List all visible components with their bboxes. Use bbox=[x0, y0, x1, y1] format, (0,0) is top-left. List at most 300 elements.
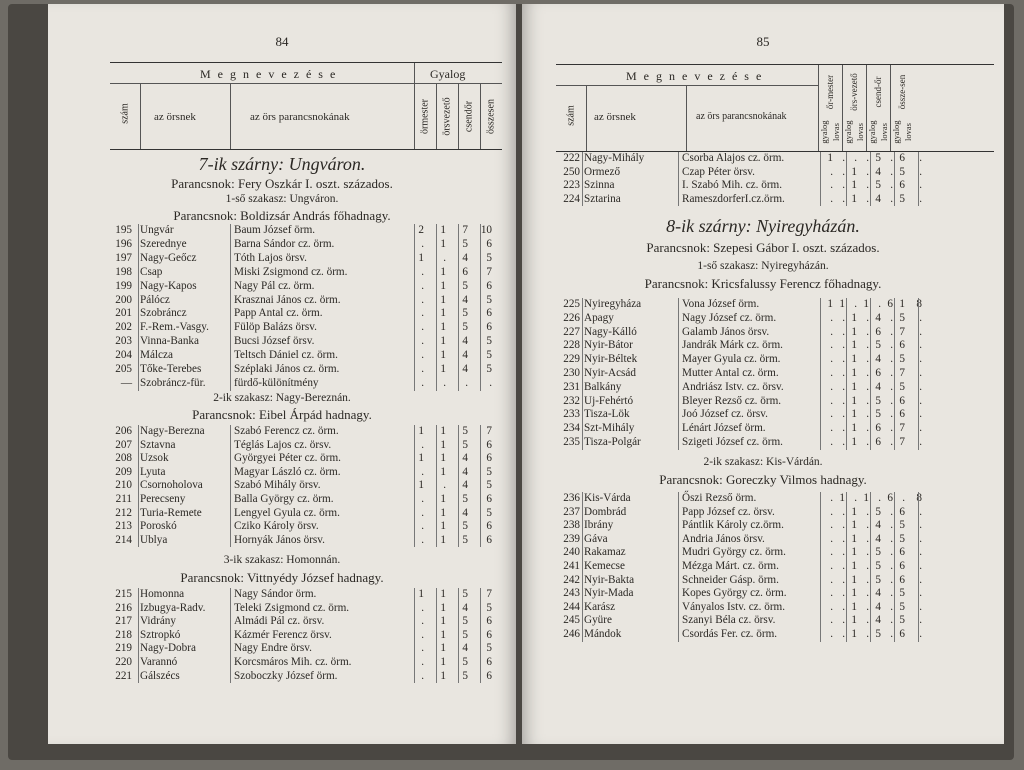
header-parancsnok-right: az örs parancsnokának bbox=[696, 111, 787, 122]
row-value-3: 1 bbox=[851, 367, 857, 379]
row-value-8: . bbox=[919, 353, 922, 366]
row-value-2: 1 bbox=[440, 438, 446, 451]
row-value-4: . bbox=[866, 422, 869, 435]
row-value-3: 1 bbox=[851, 353, 857, 366]
row-value-6: . bbox=[890, 614, 893, 627]
row-value-1: . bbox=[421, 349, 424, 362]
row-value-1: 1 bbox=[418, 588, 424, 600]
row-value-4: . bbox=[866, 600, 869, 613]
row-value-2: . bbox=[842, 353, 845, 366]
row-commander: Nagy Endre örsv. bbox=[234, 642, 312, 655]
row-value-4: . bbox=[866, 628, 869, 640]
row-value-4: 6 bbox=[486, 452, 492, 465]
row-commander: Krasznai János cz. örm. bbox=[234, 293, 341, 306]
row-station: Nagy-Dobra bbox=[140, 642, 196, 655]
row-value-2: 1 bbox=[440, 506, 446, 519]
row-num: 241 bbox=[563, 560, 580, 572]
row-value-1: 2 bbox=[418, 224, 424, 236]
row-commander: Galamb János örsv. bbox=[682, 325, 770, 338]
row-value-2: . bbox=[842, 560, 845, 572]
row-num: 219 bbox=[115, 642, 132, 655]
row-value-1: . bbox=[421, 237, 424, 250]
row-value-7: 6 bbox=[899, 628, 905, 640]
row-value-6: . bbox=[890, 560, 893, 572]
row-commander: Schneider Gásp. örm. bbox=[682, 573, 779, 586]
row-value-6: . bbox=[890, 587, 893, 600]
row-value-4: . bbox=[866, 532, 869, 545]
row-value-3: 4 bbox=[462, 293, 468, 306]
row-num: 218 bbox=[115, 628, 132, 641]
row-value-1: . bbox=[421, 520, 424, 533]
row-value-7: 5 bbox=[899, 192, 905, 205]
row-value-1: . bbox=[421, 533, 424, 546]
column-rule bbox=[846, 152, 847, 206]
row-value-6: . bbox=[890, 152, 893, 164]
row-value-2: . bbox=[842, 546, 845, 559]
row-value-1: . bbox=[830, 179, 833, 191]
column-rule bbox=[414, 588, 415, 683]
row-value-3: 4 bbox=[462, 642, 468, 655]
row-value-4: 6 bbox=[486, 669, 492, 682]
row-value-3: 4 bbox=[462, 479, 468, 492]
column-rule bbox=[678, 492, 679, 642]
row-value-2: 1 bbox=[440, 237, 446, 250]
row-commander: Mudri György cz. örm. bbox=[682, 546, 786, 559]
row-num: 246 bbox=[563, 628, 580, 640]
row-value-3: 5 bbox=[462, 279, 468, 292]
section-commander-8: Parancsnok: Szepesi Gábor I. oszt. százados. bbox=[646, 240, 880, 255]
row-commander: fürdő-különítmény bbox=[234, 376, 319, 389]
row-value-4: . bbox=[866, 505, 869, 518]
row-station: Nagy-Geőcz bbox=[140, 251, 197, 264]
row-value-4: 5 bbox=[486, 642, 492, 655]
row-value-8: . bbox=[919, 325, 922, 338]
row-value-1: . bbox=[830, 492, 833, 504]
row-value-2: 1 bbox=[440, 628, 446, 641]
row-value-5: 4 bbox=[875, 165, 881, 178]
row-num: 234 bbox=[563, 422, 580, 435]
row-value-3: 1 bbox=[851, 587, 857, 600]
header-col-2: gyalog bbox=[843, 120, 853, 144]
header-col-orsvezeto: örsvezető bbox=[441, 97, 453, 136]
column-rule bbox=[436, 224, 437, 391]
column-rule bbox=[436, 425, 437, 547]
row-value-2: 1 bbox=[440, 293, 446, 306]
row-value-1: . bbox=[830, 546, 833, 559]
row-value-1: . bbox=[421, 642, 424, 655]
subsection-3: 3-ik szakasz: Homonnán. bbox=[223, 554, 341, 566]
row-value-8: . bbox=[919, 505, 922, 518]
row-value-1: . bbox=[830, 394, 833, 407]
row-station: Nyir-Bakta bbox=[584, 573, 635, 586]
row-value-4: 6 bbox=[486, 321, 492, 334]
column-rule bbox=[230, 425, 231, 547]
row-value-8: . bbox=[919, 614, 922, 627]
header-gyalog: Gyalog bbox=[430, 67, 466, 81]
column-rule bbox=[582, 492, 583, 642]
row-value-3: 1 bbox=[851, 600, 857, 613]
row-station: Ublya bbox=[140, 533, 168, 546]
page-number-right: 85 bbox=[756, 34, 770, 49]
row-num: — bbox=[120, 376, 132, 389]
row-value-8: . bbox=[919, 532, 922, 545]
row-value-1: . bbox=[830, 339, 833, 352]
row-value-7: 6 bbox=[899, 573, 905, 586]
row-value-3: 5 bbox=[462, 321, 468, 334]
row-value-3: 5 bbox=[462, 520, 468, 533]
row-value-3: . bbox=[854, 152, 857, 164]
row-station: Tisza-Polgár bbox=[584, 436, 641, 448]
row-value-3: 5 bbox=[462, 425, 468, 437]
row-value-7: 5 bbox=[899, 380, 905, 393]
row-commander: Papp Antal cz. örm. bbox=[234, 307, 323, 320]
row-num: 242 bbox=[563, 573, 580, 586]
row-station: Tisza-Lök bbox=[584, 408, 630, 421]
row-commander: Szabó Ferencz cz. örm. bbox=[234, 425, 339, 437]
row-station: Mándok bbox=[584, 628, 622, 640]
header-col-csendor: csendőr bbox=[463, 100, 475, 133]
row-value-2: 1 bbox=[440, 642, 446, 655]
row-value-2: 1 bbox=[839, 298, 845, 310]
row-value-3: 4 bbox=[462, 506, 468, 519]
row-value-2: . bbox=[443, 479, 446, 492]
row-value-6: . bbox=[890, 179, 893, 191]
row-commander: Kopes György cz. örm. bbox=[682, 587, 787, 600]
row-num: 231 bbox=[563, 380, 580, 393]
row-value-5: 5 bbox=[875, 339, 881, 352]
row-station: Vidrány bbox=[140, 615, 176, 628]
column-rule bbox=[870, 492, 871, 642]
row-num: 232 bbox=[563, 394, 580, 407]
row-value-7: 7 bbox=[899, 325, 905, 338]
row-station: Ungvár bbox=[140, 224, 174, 236]
row-value-2: 1 bbox=[440, 615, 446, 628]
row-value-4: . bbox=[866, 573, 869, 586]
row-value-2: 1 bbox=[440, 493, 446, 505]
row-value-5: 6 bbox=[875, 422, 881, 435]
row-value-1: . bbox=[830, 505, 833, 518]
row-value-7: . bbox=[902, 492, 905, 504]
row-value-1: . bbox=[421, 628, 424, 641]
row-num: 197 bbox=[115, 251, 132, 264]
row-value-2: . bbox=[842, 339, 845, 352]
row-num: 235 bbox=[563, 436, 580, 448]
row-value-3: 1 bbox=[851, 546, 857, 559]
row-station: Szobráncz bbox=[140, 307, 187, 320]
row-value-4: . bbox=[866, 179, 869, 191]
row-value-3: 1 bbox=[851, 532, 857, 545]
row-value-3: 6 bbox=[462, 265, 468, 278]
header-col-5: lovas bbox=[879, 123, 889, 141]
row-value-6: 6 bbox=[887, 298, 893, 310]
row-value-1: 1 bbox=[418, 251, 424, 264]
row-value-4: . bbox=[866, 614, 869, 627]
section-title-7: 7-ik szárny: Ungváron. bbox=[198, 154, 366, 174]
row-num: 239 bbox=[563, 532, 580, 545]
row-value-4: 6 bbox=[486, 520, 492, 533]
row-num: 223 bbox=[563, 179, 580, 191]
row-value-1: . bbox=[830, 165, 833, 178]
row-value-2: . bbox=[842, 179, 845, 191]
header-col-6: gyalog bbox=[891, 120, 901, 144]
row-num: 220 bbox=[115, 656, 132, 668]
row-value-5: 5 bbox=[875, 573, 881, 586]
row-value-2: . bbox=[842, 505, 845, 518]
row-value-4: 7 bbox=[486, 265, 492, 278]
row-num: 207 bbox=[115, 438, 132, 451]
row-station: Izbugya-Radv. bbox=[140, 601, 206, 614]
column-rule bbox=[820, 152, 821, 206]
row-num: 222 bbox=[563, 152, 580, 164]
row-value-2: 1 bbox=[440, 465, 446, 478]
row-value-1: 1 bbox=[418, 452, 424, 465]
row-commander: Őszi Rezső örm. bbox=[682, 492, 757, 504]
row-commander: Almádi Pál cz. örsv. bbox=[234, 615, 325, 628]
row-value-3: 1 bbox=[851, 614, 857, 627]
row-value-4: 5 bbox=[486, 506, 492, 519]
row-value-4: 1 bbox=[863, 298, 869, 310]
row-value-7: 6 bbox=[899, 408, 905, 421]
row-value-1: . bbox=[421, 376, 424, 389]
row-value-3: 5 bbox=[462, 615, 468, 628]
row-station: Gyüre bbox=[584, 614, 612, 627]
row-value-6: . bbox=[890, 165, 893, 178]
row-num: 209 bbox=[115, 465, 132, 478]
column-rule bbox=[414, 425, 415, 547]
column-rule bbox=[820, 492, 821, 642]
row-num: 216 bbox=[115, 601, 132, 614]
row-commander: Barna Sándor cz. örm. bbox=[234, 237, 335, 250]
row-value-1: . bbox=[421, 506, 424, 519]
row-commander: Czap Péter örsv. bbox=[682, 165, 755, 178]
header-group-0: őr-mester bbox=[825, 74, 835, 110]
row-value-5: . bbox=[878, 298, 881, 310]
row-station: Turia-Remete bbox=[140, 506, 202, 519]
row-value-6: . bbox=[890, 505, 893, 518]
row-num: 200 bbox=[115, 293, 132, 306]
row-value-5: 5 bbox=[875, 560, 881, 572]
row-value-1: . bbox=[421, 465, 424, 478]
row-value-7: 1 bbox=[899, 298, 905, 310]
row-value-2: 1 bbox=[440, 656, 446, 668]
row-value-2: 1 bbox=[440, 452, 446, 465]
column-rule bbox=[846, 492, 847, 642]
row-value-8: . bbox=[919, 436, 922, 448]
header-col-0: gyalog bbox=[819, 120, 829, 144]
row-commander: Ványalos Istv. cz. örm. bbox=[682, 600, 786, 613]
row-value-4: . bbox=[866, 380, 869, 393]
header-col-3: lovas bbox=[855, 123, 865, 141]
row-value-3: 1 bbox=[851, 179, 857, 191]
row-value-2: . bbox=[842, 532, 845, 545]
row-value-8: . bbox=[919, 394, 922, 407]
row-value-8: . bbox=[919, 165, 922, 178]
row-value-1: . bbox=[421, 438, 424, 451]
row-value-5: 4 bbox=[875, 380, 881, 393]
row-value-7: 5 bbox=[899, 600, 905, 613]
row-station: Homonna bbox=[140, 588, 185, 600]
row-value-2: 1 bbox=[440, 307, 446, 320]
column-rule bbox=[582, 152, 583, 206]
row-value-7: 6 bbox=[899, 546, 905, 559]
row-commander: Teleki Zsigmond cz. örm. bbox=[234, 601, 350, 614]
row-station: Nagy-Berezna bbox=[140, 425, 205, 437]
row-value-1: . bbox=[830, 325, 833, 338]
row-value-3: 1 bbox=[851, 628, 857, 640]
row-value-6: . bbox=[890, 628, 893, 640]
row-value-1: 1 bbox=[827, 298, 833, 310]
header-group-1: örs-vezető bbox=[849, 73, 859, 111]
row-value-3: 4 bbox=[462, 335, 468, 348]
row-value-7: 6 bbox=[899, 179, 905, 191]
row-value-2: . bbox=[842, 152, 845, 164]
row-station: Dombrád bbox=[584, 505, 627, 518]
row-commander: Teltsch Dániel cz. örm. bbox=[234, 349, 338, 362]
row-value-8: 8 bbox=[916, 492, 922, 504]
header-group-2: csend-őr bbox=[873, 76, 883, 108]
row-value-3: 1 bbox=[851, 408, 857, 421]
row-num: 244 bbox=[563, 600, 580, 613]
row-commander: Lengyel Gyula cz. örm. bbox=[234, 506, 340, 519]
row-value-7: 5 bbox=[899, 614, 905, 627]
row-value-4: 6 bbox=[486, 493, 492, 505]
row-value-4: . bbox=[866, 587, 869, 600]
row-commander: Balla György cz. örm. bbox=[234, 493, 334, 505]
row-commander: I. Szabó Mih. cz. örm. bbox=[682, 179, 783, 191]
row-value-3: 5 bbox=[462, 237, 468, 250]
row-num: 201 bbox=[115, 307, 132, 320]
row-value-2: 1 bbox=[440, 533, 446, 546]
row-station: Lyuta bbox=[140, 465, 166, 478]
row-commander: Hornyák János örsv. bbox=[234, 533, 325, 546]
row-value-2: . bbox=[842, 192, 845, 205]
row-value-8: . bbox=[919, 546, 922, 559]
row-commander: Mayer Gyula cz. örm. bbox=[682, 353, 781, 366]
row-commander: Mézga Márt. cz. örm. bbox=[682, 560, 779, 572]
row-value-6: . bbox=[890, 394, 893, 407]
row-value-2: 1 bbox=[440, 363, 446, 375]
row-value-7: 7 bbox=[899, 367, 905, 379]
row-value-6: . bbox=[890, 422, 893, 435]
row-value-4: . bbox=[866, 408, 869, 421]
row-value-1: . bbox=[830, 628, 833, 640]
row-value-1: 1 bbox=[418, 425, 424, 437]
row-value-1: . bbox=[830, 408, 833, 421]
row-value-2: . bbox=[842, 380, 845, 393]
row-value-5: 5 bbox=[875, 546, 881, 559]
row-value-2: . bbox=[842, 628, 845, 640]
row-value-3: 5 bbox=[462, 438, 468, 451]
row-value-7: 6 bbox=[899, 152, 905, 164]
subsection-1: 1-ső szakasz: Ungváron. bbox=[225, 193, 339, 205]
row-station: Nagy-Kálló bbox=[584, 325, 637, 338]
row-value-3: 1 bbox=[851, 573, 857, 586]
row-value-4: 6 bbox=[486, 279, 492, 292]
row-value-7: 5 bbox=[899, 587, 905, 600]
row-value-5: 4 bbox=[875, 353, 881, 366]
row-value-6: . bbox=[890, 339, 893, 352]
right-page bbox=[522, 4, 1004, 744]
row-value-4: 5 bbox=[486, 251, 492, 264]
column-rule bbox=[230, 224, 231, 391]
left-table-header bbox=[110, 62, 502, 150]
row-value-4: 6 bbox=[486, 656, 492, 668]
row-commander: Bleyer Rezső cz. örm. bbox=[682, 394, 782, 407]
row-value-5: 4 bbox=[875, 600, 881, 613]
row-value-4: 10 bbox=[480, 224, 492, 236]
row-value-8: . bbox=[919, 573, 922, 586]
row-value-3: 1 bbox=[851, 436, 857, 448]
row-station: Kemecse bbox=[584, 560, 625, 572]
row-commander: Papp József cz. örsv. bbox=[682, 505, 775, 518]
row-num: 229 bbox=[563, 353, 580, 366]
column-rule bbox=[414, 224, 415, 391]
row-commander: Baum József örm. bbox=[234, 224, 316, 236]
row-value-1: . bbox=[830, 436, 833, 448]
row-value-1: . bbox=[421, 307, 424, 320]
row-commander: Jandrák Márk cz. örm. bbox=[682, 339, 783, 352]
row-num: 224 bbox=[563, 192, 580, 205]
row-value-4: 5 bbox=[486, 601, 492, 614]
row-value-5: 4 bbox=[875, 587, 881, 600]
row-value-5: 5 bbox=[875, 628, 881, 640]
row-station: Varannó bbox=[140, 656, 178, 668]
column-rule bbox=[480, 588, 481, 683]
row-commander: Vona József örm. bbox=[682, 298, 760, 310]
subsection-2-commander: Parancsnok: Eibel Árpád hadnagy. bbox=[192, 407, 372, 422]
row-value-4: 1 bbox=[863, 492, 869, 504]
row-value-2: 1 bbox=[440, 349, 446, 362]
row-station: Poroskó bbox=[140, 520, 177, 533]
subsection-r1: 1-ső szakasz: Nyiregyházán. bbox=[697, 260, 829, 272]
row-value-3: . bbox=[854, 492, 857, 504]
row-num: 238 bbox=[563, 519, 580, 532]
row-value-8: . bbox=[919, 380, 922, 393]
row-value-1: . bbox=[421, 321, 424, 334]
row-value-2: . bbox=[443, 251, 446, 264]
row-num: 210 bbox=[115, 479, 132, 492]
row-value-2: 1 bbox=[440, 335, 446, 348]
header-szam: szám bbox=[119, 103, 131, 124]
row-value-7: 6 bbox=[899, 505, 905, 518]
row-value-5: 5 bbox=[875, 505, 881, 518]
row-value-3: 1 bbox=[851, 505, 857, 518]
row-value-2: . bbox=[842, 587, 845, 600]
row-station: Gálszécs bbox=[140, 669, 180, 682]
row-value-1: . bbox=[421, 335, 424, 348]
left-page bbox=[48, 4, 516, 744]
row-num: 203 bbox=[115, 335, 132, 348]
row-station: Apagy bbox=[584, 311, 614, 324]
row-value-6: . bbox=[890, 436, 893, 448]
row-station: Csornoholova bbox=[140, 479, 203, 492]
row-value-6: . bbox=[890, 519, 893, 532]
row-value-4: 6 bbox=[486, 628, 492, 641]
row-value-4: 5 bbox=[486, 349, 492, 362]
row-value-5: 5 bbox=[875, 179, 881, 191]
row-commander: Szabó Mihály örsv. bbox=[234, 479, 321, 492]
row-commander: Joó József cz. örsv. bbox=[682, 408, 768, 421]
column-rule bbox=[458, 588, 459, 683]
row-value-2: . bbox=[443, 376, 446, 389]
row-station: Csap bbox=[140, 265, 163, 278]
row-value-3: 4 bbox=[462, 363, 468, 375]
row-value-4: . bbox=[866, 546, 869, 559]
row-value-8: . bbox=[919, 422, 922, 435]
column-rule bbox=[846, 298, 847, 450]
row-value-7: 7 bbox=[899, 422, 905, 435]
column-rule bbox=[138, 224, 139, 391]
